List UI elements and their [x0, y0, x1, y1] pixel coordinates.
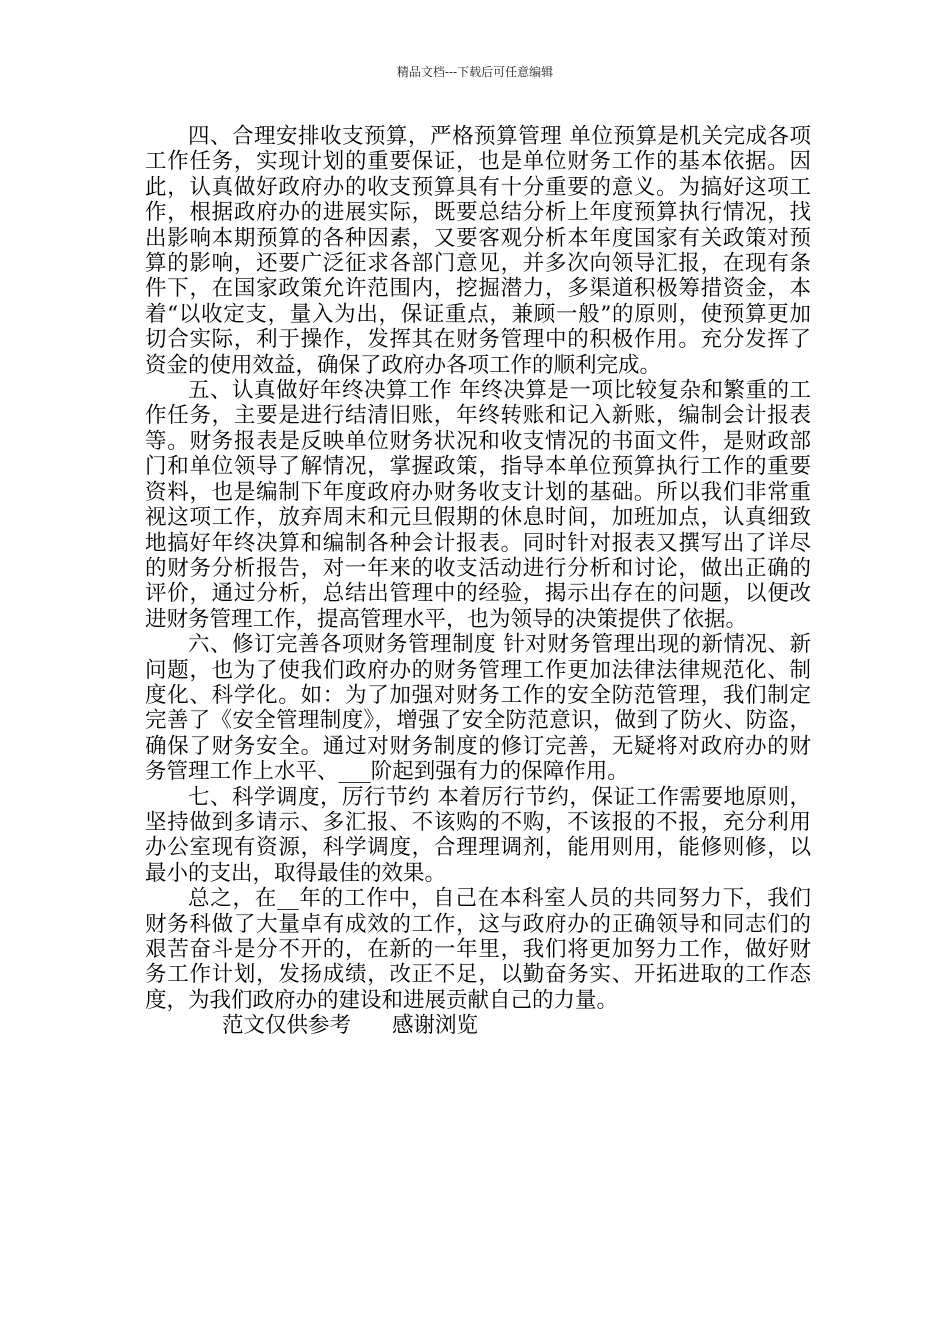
paragraph-summary: 总之，在__年的工作中，自己在本科室人员的共同努力下，我们财务科做了大量卓有成效的工作，这与政府办的正确领导和同志们的艰苦奋斗是分不开的，在新的一年里，我们将更加努力工作，做好财务工作计划，发扬成绩，改正不足，以勤奋务实、开拓进取的工作态度，为我们政府办的建设和进展贡献自己的力量。 — [145, 886, 811, 1013]
paragraph-budget-management: 四、合理安排收支预算，严格预算管理 单位预算是机关完成各项工作任务，实现计划的重要保证，也是单位财务工作的基本依据。因此，认真做好政府办的收支预算具有十分重要的意义。为搞好这项工作，根据政府办的进展实际，既要总结分析上年度预算执行情况，找出影响本期预算的各种因素，又要客观分析本年度国家有关政策对预算的影响，还要广泛征求各部门意见，并多次向领导汇报，在现有条件下，在国家政策允许范围内，挖掘潜力，多渠道积极筹措资金，本着“以收定支，量入为出，保证重点，兼顾一般”的原则，使预算更加切合实际，利于操作，发挥其在财务管理中的积极作用。充分发挥了资金的使用效益，确保了政府办各项工作的顺利完成。 — [145, 124, 811, 378]
page-header: 精品文档---下载后可任意编辑 — [396, 65, 554, 79]
paragraph-financial-regulations: 六、修订完善各项财务管理制度 针对财务管理出现的新情况、新问题，也为了使我们政府办的财务管理工作更加法律法律规范化、制度化、科学化。如：为了加强对财务工作的安全防范管理，我们制定完善了《安全管理制度》，增强了安全防范意识，做到了防火、防盗，确保了财务安全。通过对财务制度的修订完善，无疑将对政府办的财务管理工作上水平、___阶起到强有力的保障作用。 — [145, 632, 811, 785]
document-body — [145, 124, 811, 1039]
paragraph-year-end-accounts: 五、认真做好年终决算工作 年终决算是一项比较复杂和繁重的工作任务，主要是进行结清旧账，年终转账和记入新账，编制会计报表等。财务报表是反映单位财务状况和收支情况的书面文件，是财政部门和单位领导了解情况，掌握政策，指导本单位预算执行工作的重要资料，也是编制下年度政府办财务收支计划的基础。所以我们非常重视这项工作，放弃周末和元旦假期的休息时间，加班加点，认真细致地搞好年终决算和编制各种会计报表。同时针对报表又撰写出了详尽的财务分析报告，对一年来的收支活动进行分析和讨论，做出正确的评价，通过分析，总结出管理中的经验，揭示出存在的问题，以便改进财务管理工作，提高管理水平，也为领导的决策提供了依据。 — [145, 378, 811, 632]
paragraph-frugality: 七、科学调度，厉行节约 本着厉行节约，保证工作需要地原则，坚持做到多请示、多汇报、不该购的不购，不该报的不报，充分利用办公室现有资源，科学调度，合理理调剂，能用则用，能修则修，以最小的支出，取得最佳的效果。 — [145, 784, 811, 886]
footer-note: 范文仅供参考 感谢浏览 — [222, 1013, 479, 1039]
